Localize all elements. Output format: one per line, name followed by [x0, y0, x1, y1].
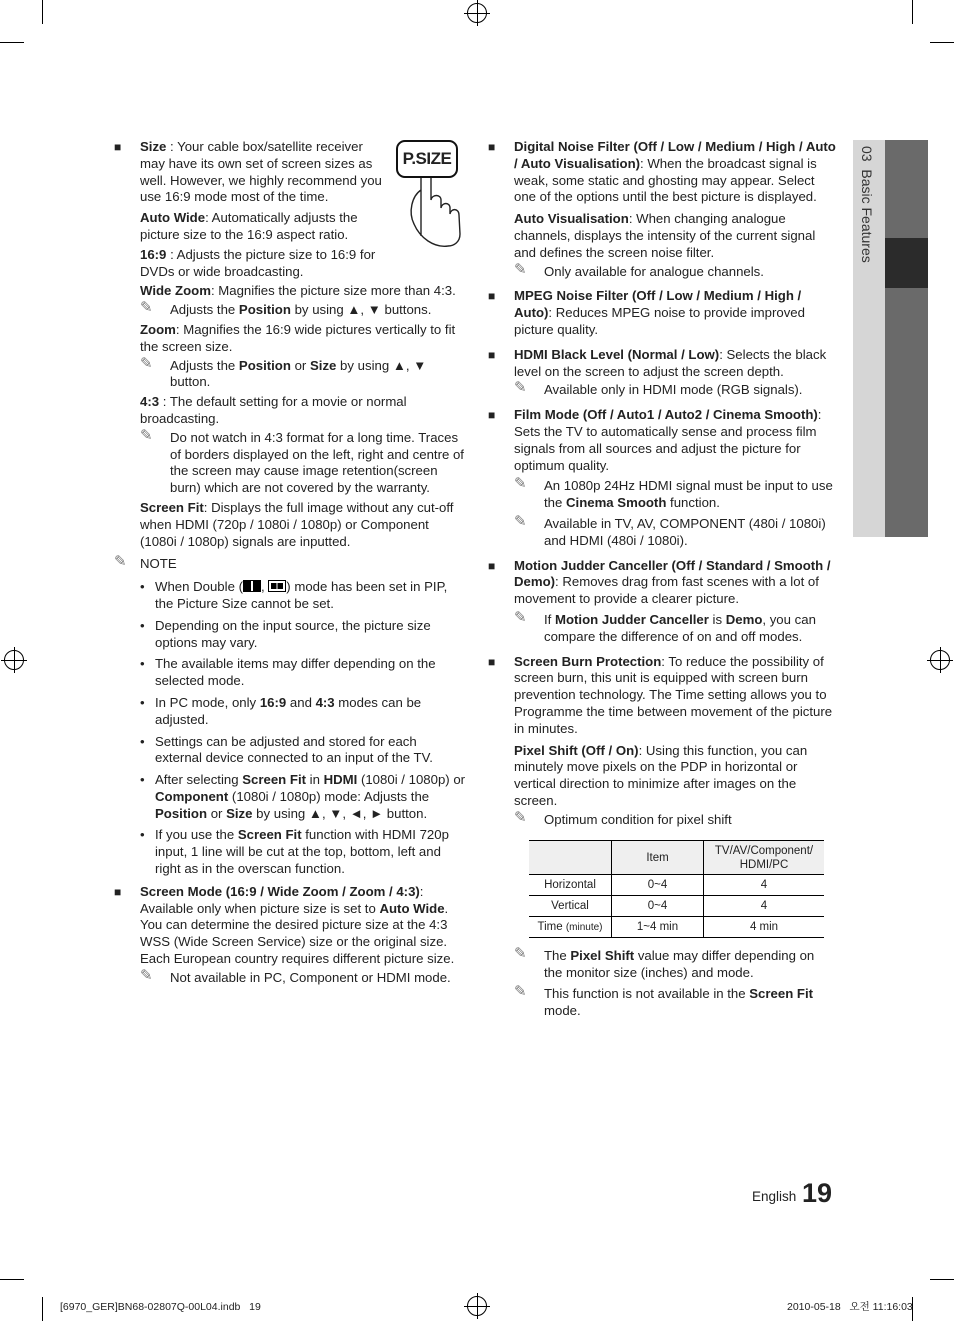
zoom-title: Zoom — [140, 321, 176, 337]
film-note-1 — [514, 475, 836, 512]
pencil-note-icon: ✎ — [514, 260, 527, 278]
list-item-text: by using ▲, ▼, ◄, ► button. — [252, 805, 428, 821]
hdmi-title: HDMI Black Level (Normal / Low) — [514, 346, 720, 362]
widezoom-title: Wide Zoom — [140, 283, 211, 299]
note-bullet-list — [140, 579, 466, 878]
widezoom-note — [140, 299, 466, 319]
table-row — [529, 875, 824, 896]
ratio43-title: 4:3 — [140, 394, 160, 410]
ratio169-title: 16:9 — [140, 246, 167, 262]
side-tab-label — [858, 146, 875, 263]
hdmi-black-section — [488, 346, 836, 399]
screenmode-desc: . You can determine the desired picture size at the 4:3 WSS (Wide Screen Service) size or the original size. Each European country requires different picture size. — [140, 900, 455, 967]
list-item-text: After selecting — [155, 772, 243, 788]
pip-double-icon — [243, 580, 261, 592]
list-item-text: Screen Fit — [237, 827, 302, 843]
note-heading — [114, 553, 466, 573]
bullet-square-icon: ■ — [488, 558, 496, 573]
mjc-title: Motion Judder Canceller (Off / Standard / Smooth / Demo) — [514, 557, 831, 590]
screenfit-desc: : Displays the full image without any cut-off when HDMI (720p / 1080i / 1080p) or Component (1080i / 1080p) signals are inputted. — [140, 499, 454, 549]
autovis-text — [514, 211, 836, 280]
note-text: by using ▲, ▼ buttons. — [290, 302, 432, 318]
note-text: If — [544, 611, 555, 627]
note-text: mode. — [544, 1002, 581, 1018]
note-text: Optimum condition for pixel shift — [544, 811, 732, 827]
right-column — [488, 139, 836, 1020]
ratio169-text — [140, 247, 380, 281]
bullet-square-icon: ■ — [488, 654, 496, 669]
autowide-text — [140, 210, 370, 244]
pixel-shift-text — [514, 743, 836, 829]
pencil-note-icon: ✎ — [140, 426, 153, 444]
crop-mark — [930, 1279, 954, 1280]
pencil-note-icon: ✎ — [514, 512, 527, 530]
crop-mark — [42, 0, 43, 24]
crop-mark — [0, 42, 24, 43]
ratio43-desc: : The default setting for a movie or normal broadcasting. — [140, 394, 407, 426]
widezoom-text — [140, 283, 466, 319]
size-title: Size — [140, 139, 167, 154]
size-section — [114, 139, 390, 206]
table-cell — [529, 917, 612, 938]
autowide-desc: : Automatically adjusts the picture size to the 16:9 aspect ratio. — [140, 210, 358, 242]
screenmode-note — [140, 966, 466, 987]
screenmode-desc: : Available only when picture size is set to — [140, 883, 424, 916]
table-cell: 0~4 — [612, 875, 704, 896]
film-title: Film Mode (Off / Auto1 / Auto2 / Cinema Smooth) — [514, 407, 818, 423]
list-item-text: (1080i / 1080p) or — [357, 772, 466, 788]
pencil-note-icon: ✎ — [514, 608, 527, 626]
table-cell: 4 — [704, 896, 825, 917]
note-text: Only available for analogue channels. — [544, 263, 764, 279]
ratio43-text — [140, 394, 466, 497]
bullet-square-icon: ■ — [488, 289, 496, 304]
screenmode-desc: Auto Wide — [379, 900, 445, 916]
note-text: This function is not available in the — [544, 986, 750, 1002]
mjc-desc: : Removes drag from fast scenes with a lot of movement to provide a clearer picture. — [514, 574, 819, 607]
list-item-text: Component — [155, 788, 229, 804]
list-item-text: Depending on the input source, the picture size options may vary. — [155, 617, 431, 650]
film-note-2 — [514, 512, 836, 550]
table-cell-unit: (minute) — [565, 921, 603, 933]
list-item-text: or — [207, 805, 227, 821]
list-item-text: HDMI — [323, 772, 358, 788]
table-cell: Vertical — [529, 896, 612, 917]
list-item-text: Settings can be adjusted and stored for each external device connected to an input of the TV. — [155, 733, 433, 766]
end-note-2 — [514, 983, 836, 1020]
note-label: NOTE — [140, 556, 177, 572]
screenmode-section — [114, 883, 466, 987]
pencil-note-icon: ✎ — [140, 966, 153, 984]
note-text: Do not watch in 4:3 format for a long time. Traces of borders displayed on the left, right and centre of the screen may cause image retention(screen burn) which are not covered by the warranty. — [170, 429, 464, 496]
mpeg-title: MPEG Noise Filter (Off / Low / Medium / High / Auto) — [514, 288, 802, 321]
screenfit-text — [140, 500, 466, 550]
end-note-1 — [514, 945, 836, 982]
note-text: Position — [238, 302, 291, 318]
note-text: Available in TV, AV, COMPONENT (480i / 1080i) and HDMI (480i / 1080i). — [544, 515, 826, 548]
table-cell: 4 — [704, 875, 825, 896]
note-text: value may differ depending on the monitor size (inches) and mode. — [544, 948, 815, 981]
list-item-text: ) mode has been set in PIP, the Picture Size cannot be set. — [155, 579, 448, 611]
list-item: • When Double ( , ) mode has been set in PIP, the Picture Size cannot be set. — [140, 579, 448, 611]
note-text: Demo — [725, 611, 763, 627]
footer-language: English — [752, 1189, 797, 1204]
list-item: • The available items may differ depending on the selected mode. — [140, 656, 436, 689]
list-item: • If you use the Screen Fit function with HDMI 720p input, 1 line will be cut at the top, bottom, left and right as in the overscan function. — [140, 827, 449, 877]
ratio43-note — [140, 426, 466, 497]
list-item-text: in — [306, 772, 324, 788]
table-row — [529, 896, 824, 917]
note-text: , you can compare the difference of on and off modes. — [544, 611, 816, 644]
pixel-desc: : Using this function, you can minutely move pixels on the PDP in horizontal or vertical direction to minimize after images on the screen. — [514, 742, 808, 808]
table-cell: 1~4 min — [612, 917, 704, 938]
pencil-note-icon: ✎ — [114, 553, 127, 571]
size-text: : Your cable box/satellite receiver may have its own set of screen sizes as well. However, we highly recommend you use 16:9 mode most of the time. — [140, 139, 382, 205]
dnf-title: Digital Noise Filter (Off / Low / Medium / High / Auto / Auto Visualisation) — [514, 139, 836, 171]
list-item: • Depending on the input source, the picture size options may vary. — [140, 617, 431, 650]
list-item-text: and — [286, 694, 316, 710]
list-item-text: Screen Fit — [242, 772, 306, 788]
list-item-text: function with HDMI 720p input, 1 line will be cut at the top, bottom, left and right as in the overscan function. — [155, 827, 449, 877]
list-item: • Settings can be adjusted and stored for each external device connected to an input of the TV. — [140, 733, 433, 766]
list-item-text: 16:9 — [259, 694, 287, 710]
crop-mark — [912, 0, 913, 24]
pencil-note-icon: ✎ — [514, 945, 527, 963]
note-text: Pixel Shift — [570, 948, 635, 964]
mpeg-desc: : Reduces MPEG noise to provide improved picture quality. — [514, 305, 805, 337]
pencil-note-icon: ✎ — [140, 354, 153, 372]
note-text: Available only in HDMI mode (RGB signals). — [544, 382, 803, 398]
burn-desc: : To reduce the possibility of screen burn, this unit is equipped with screen burn prevention technology. The Time setting allows you to Programme the time between movement of the picture in minutes. — [514, 653, 833, 736]
dnf-section — [488, 139, 836, 206]
crop-mark — [930, 42, 954, 43]
registration-mark-icon — [930, 650, 950, 670]
registration-mark-icon — [467, 3, 487, 23]
film-desc: : Sets the TV to automatically sense and process film signals from all sources and adjust the picture for optimum quality. — [514, 407, 822, 473]
list-item-text: Position — [155, 805, 208, 821]
note-text: Adjusts the — [170, 302, 239, 318]
bullet-square-icon: ■ — [488, 140, 496, 154]
widezoom-desc: : Magnifies the picture size more than 4:3. — [210, 283, 456, 299]
pixel-title: Pixel Shift (Off / On) — [514, 742, 639, 758]
list-item-text: The available items may differ depending on the selected mode. — [155, 656, 436, 689]
table-header-cell: Item — [612, 841, 704, 875]
pencil-note-icon: ✎ — [514, 983, 527, 1001]
list-item-text: modes can be adjusted. — [155, 694, 422, 727]
autovis-note — [514, 260, 836, 281]
pencil-note-icon: ✎ — [514, 475, 527, 493]
side-tab-active-marker — [885, 238, 928, 288]
pencil-note-icon: ✎ — [514, 379, 527, 397]
list-item-text: (1080i / 1080p) mode: Adjusts the — [228, 788, 430, 804]
note-text: Cinema Smooth — [566, 495, 667, 511]
note-text: Screen Fit — [749, 986, 814, 1002]
bullet-square-icon: ■ — [488, 408, 496, 423]
note-text: Motion Judder Canceller — [555, 611, 709, 627]
list-item-text: In PC mode, only — [155, 694, 260, 710]
autovis-desc: : When changing analogue channels, displays the intensity of the current signal and defines the screen noise filter. — [514, 211, 816, 260]
table-cell: Horizontal — [529, 875, 612, 896]
left-column — [114, 139, 466, 995]
autovis-title: Auto Visualisation — [514, 211, 629, 227]
list-item-text: 4:3 — [315, 694, 335, 710]
bullet-square-icon: ■ — [114, 140, 122, 154]
note-text: by using ▲, ▼ button. — [170, 357, 427, 390]
ratio169-desc: : Adjusts the picture size to 16:9 for DVDs or wide broadcasting. — [140, 246, 376, 279]
crop-mark — [42, 1297, 43, 1321]
note-text: Position — [238, 357, 291, 373]
note-text: function. — [666, 495, 720, 511]
table-header-row — [529, 841, 824, 875]
note-text: Adjusts the — [170, 357, 239, 373]
crop-mark — [0, 1279, 24, 1280]
burn-section — [488, 653, 836, 738]
pip-double-icon — [268, 580, 286, 592]
note-text: is — [708, 611, 726, 627]
list-item-text: When Double ( — [155, 579, 243, 595]
screenmode-title: Screen Mode (16:9 / Wide Zoom / Zoom / 4:3) — [140, 883, 420, 899]
note-text: or — [290, 357, 310, 373]
table-cell: 0~4 — [612, 896, 704, 917]
mpeg-section — [488, 288, 836, 338]
list-item: • In PC mode, only 16:9 and 4:3 modes can be adjusted. — [140, 694, 422, 727]
note-text: An 1080p 24Hz HDMI signal must be input to use the — [544, 478, 833, 511]
table-header-cell: TV/AV/Component/ HDMI/PC — [704, 841, 825, 875]
pixel-shift-table — [529, 840, 824, 938]
table-cell-label: Time — [537, 920, 563, 933]
bullet-square-icon: ■ — [488, 347, 496, 362]
mjc-section — [488, 557, 836, 646]
dnf-desc: : When the broadcast signal is weak, some static and ghosting may appear. Select one of the options until the best picture is displayed. — [514, 155, 817, 205]
table-header-cell — [529, 841, 612, 875]
zoom-text — [140, 322, 466, 391]
registration-mark-icon — [467, 1296, 487, 1316]
zoom-note — [140, 354, 430, 392]
list-item-text: Size — [226, 805, 253, 821]
table-row — [529, 917, 824, 938]
autowide-title: Auto Wide — [140, 210, 206, 226]
film-section — [488, 407, 836, 549]
screenfit-title: Screen Fit — [140, 499, 204, 515]
bullet-square-icon: ■ — [114, 884, 122, 899]
footer-file-name: [6970_GER]BN68-02807Q-00L04.indb 19 — [60, 1301, 261, 1313]
list-item-text: , — [260, 579, 269, 595]
note-text: Not available in PC, Component or HDMI mode. — [170, 969, 451, 985]
burn-title: Screen Burn Protection — [514, 653, 662, 669]
zoom-desc: : Magnifies the 16:9 wide pictures vertically to fit the screen size. — [140, 321, 456, 354]
hdmi-desc: : Selects the black level on the screen to adjust the screen depth. — [514, 346, 827, 379]
pencil-note-icon: ✎ — [514, 808, 527, 826]
pixel-note — [514, 808, 836, 829]
pencil-note-icon: ✎ — [140, 299, 153, 317]
table-cell: 4 min — [704, 917, 825, 938]
side-tab-title: Basic Features — [858, 169, 875, 263]
psize-button: P.SIZE — [396, 140, 458, 178]
list-item: • After selecting Screen Fit in HDMI (1080i / 1080p) or Component (1080i / 1080p) mode: Adjusts the Position or Size by using ▲, ▼, ◄, ► button. — [140, 772, 466, 821]
registration-mark-icon — [4, 650, 24, 670]
mjc-note — [514, 608, 836, 646]
side-tab-dark-strip — [885, 140, 928, 537]
note-text: The — [544, 948, 571, 964]
note-text: Size — [310, 357, 337, 373]
footer-timestamp: 2010-05-18 오전 11:16:03 — [787, 1301, 913, 1313]
list-item-text: If you use the — [155, 827, 238, 843]
side-tab-number: 03 — [858, 146, 875, 162]
hdmi-note — [514, 379, 836, 399]
page-number: 19 — [802, 1178, 833, 1208]
